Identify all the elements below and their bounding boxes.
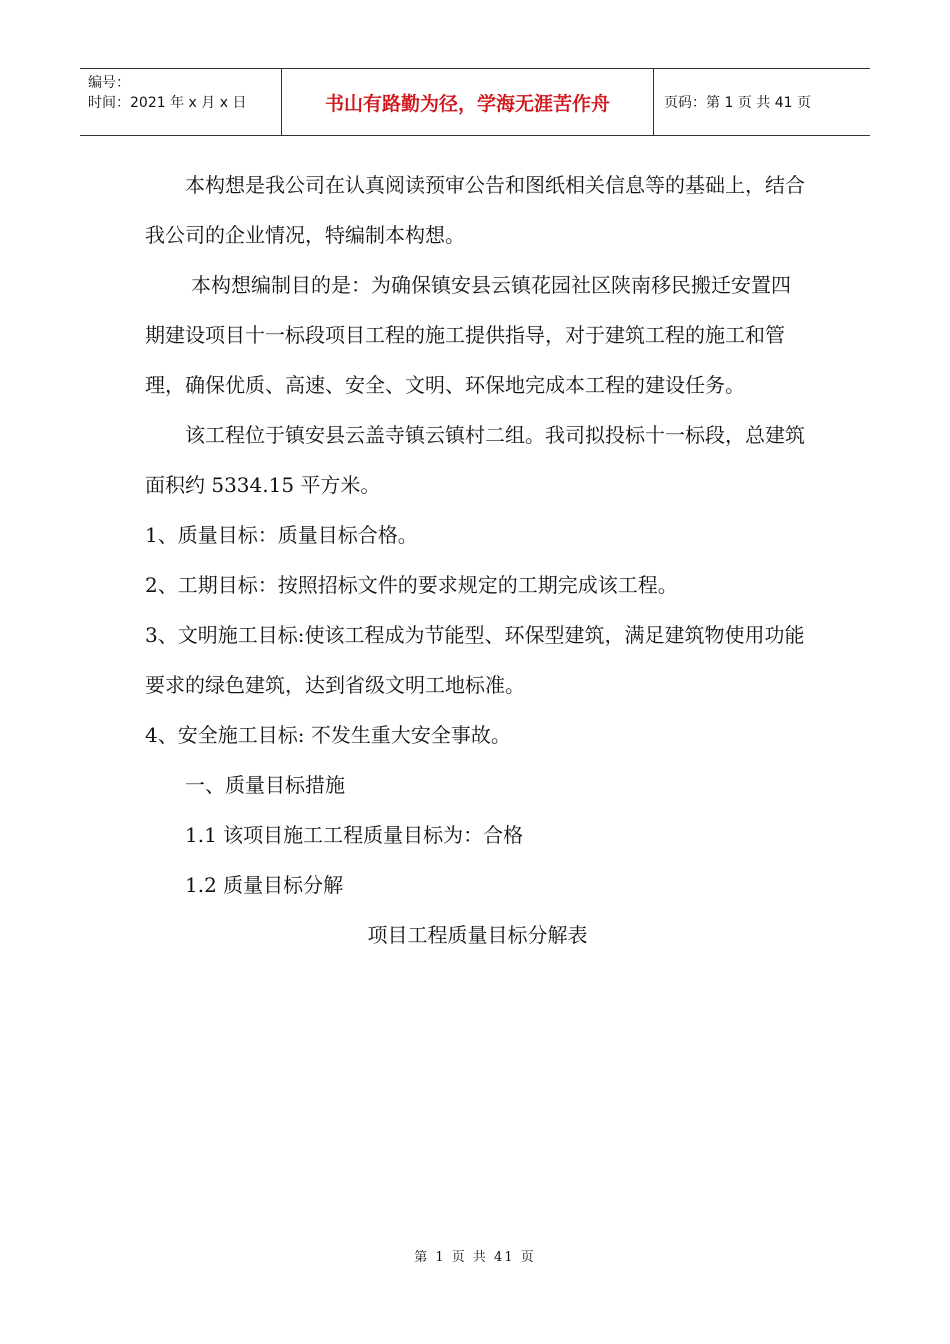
table-title: 项目工程质量目标分解表 (367, 923, 588, 947)
header-motto: 书山有路勤为径，学海无涯苦作舟 (282, 69, 654, 135)
page-header (80, 68, 870, 136)
schedule-goal: 2、工期目标：按照招标文件的要求规定的工期完成该工程。 (145, 573, 678, 597)
subsection-1-2: 1.2 质量目标分解 (185, 873, 344, 897)
quality-goal: 1、质量目标：质量目标合格。 (145, 523, 418, 547)
number-label: 编号： (88, 75, 130, 91)
purpose-paragraph: 本构想编制目的是：为确保镇安县云镇花园社区陕南移民搬迁安置四期建设项目十一标段项目工程的施工提供指导，对于建筑工程的施工和管理，确保优质、高速、安全、文明、环保地完成本工程的建设任务。 (145, 273, 791, 397)
page-footer: 第 1 页 共 41 页 (414, 1250, 536, 1265)
subsection-1-1: 1.1 该项目施工工程质量目标为：合格 (185, 823, 524, 847)
section-heading: 一、质量目标措施 (185, 773, 345, 797)
intro-paragraph: 本构想是我公司在认真阅读预审公告和图纸相关信息等的基础上，结合我公司的企业情况，特编制本构想。 (145, 173, 805, 247)
header-page-code: 页码：第 1 页 共 41 页 (664, 95, 811, 111)
safety-goal: 4、安全施工目标: 不发生重大安全事故。 (145, 723, 511, 747)
civilized-construction-goal: 3、文明施工目标:使该工程成为节能型、环保型建筑，满足建筑物使用功能要求的绿色建筑，达到省级文明工地标准。 (145, 623, 805, 697)
header-meta (80, 69, 282, 135)
time-label: 时间：2021 年 x 月 x 日 (88, 95, 247, 111)
document-body (145, 160, 810, 960)
location-paragraph: 该工程位于镇安县云盖寺镇云镇村二组。我司拟投标十一标段，总建筑面积约 5334.15 平方米。 (145, 423, 805, 497)
